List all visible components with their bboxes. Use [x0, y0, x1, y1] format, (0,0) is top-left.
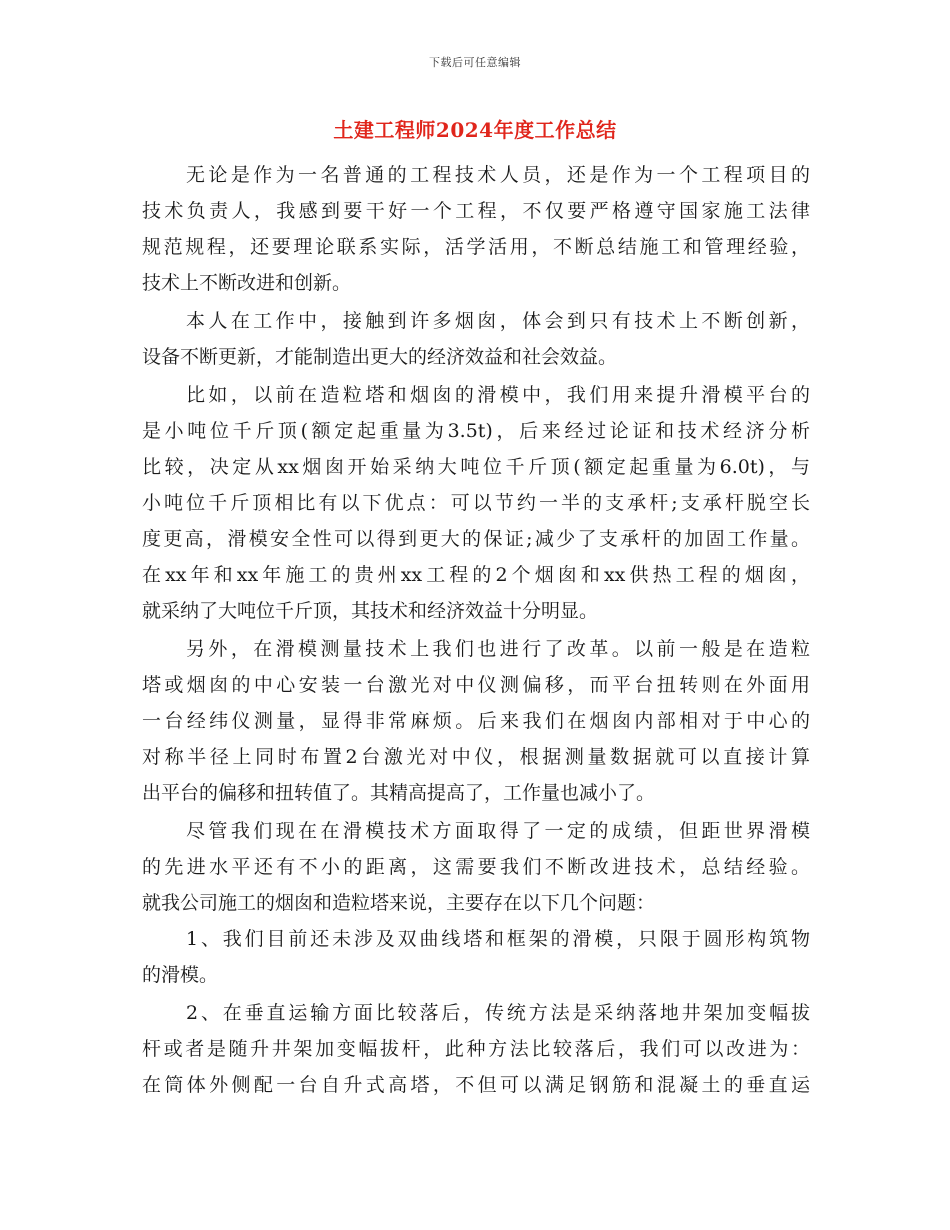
- page-header-note: 下载后可任意编辑: [429, 56, 521, 69]
- paragraph-line: 技术上不断改进和创新。: [142, 272, 352, 294]
- paragraph-line: 度更高，滑模安全性可以得到更大的保证;减少了支承杆的加固工作量。: [142, 528, 810, 550]
- document-title: 土建工程师2024年度工作总结: [333, 118, 617, 142]
- paragraph-line: 比如，以前在造粒塔和烟囱的滑模中，我们用来提升滑模平台的: [186, 384, 810, 406]
- paragraph-line: 就我公司施工的烟囱和造粒塔来说，主要存在以下几个问题：: [142, 892, 656, 914]
- paragraph-line: 的滑模。: [142, 964, 219, 986]
- paragraph-line: 在筒体外侧配一台自升式高塔，不但可以满足钢筋和混凝土的垂直运: [142, 1074, 810, 1096]
- document-body: [142, 157, 810, 1103]
- paragraph-line: 技术负责人，我感到要干好一个工程，不仅要严格遵守国家施工法律: [142, 200, 810, 222]
- paragraph-line: 小吨位千斤顶相比有以下优点：可以节约一半的支承杆;支承杆脱空长: [142, 492, 810, 514]
- paragraph-line: 对称半径上同时布置2台激光对中仪，根据测量数据就可以直接计算: [142, 746, 810, 768]
- paragraph-line: 出平台的偏移和扭转值了。其精高提高了，工作量也减小了。: [142, 782, 656, 804]
- paragraph-line: 设备不断更新，才能制造出更大的经济效益和社会效益。: [142, 346, 618, 368]
- paragraph-line: 2、在垂直运输方面比较落后，传统方法是采纳落地井架加变幅拔: [186, 1002, 810, 1024]
- paragraph-line: 另外，在滑模测量技术上我们也进行了改革。以前一般是在造粒: [186, 638, 810, 660]
- paragraph-line: 杆或者是随升井架加变幅拔杆，此种方法比较落后，我们可以改进为：: [142, 1038, 810, 1060]
- paragraph-line: 1、我们目前还未涉及双曲线塔和框架的滑模，只限于圆形构筑物: [186, 928, 810, 950]
- paragraph-line: 规范规程，还要理论联系实际，活学活用，不断总结施工和管理经验，: [142, 236, 810, 258]
- paragraph-line: 无论是作为一名普通的工程技术人员，还是作为一个工程项目的: [186, 164, 810, 186]
- paragraph-line: 的先进水平还有不小的距离，这需要我们不断改进技术，总结经验。: [142, 856, 810, 878]
- paragraph-line: 是小吨位千斤顶(额定起重量为3.5t)，后来经过论证和技术经济分析: [142, 420, 810, 442]
- paragraph-line: 塔或烟囱的中心安装一台激光对中仪测偏移，而平台扭转则在外面用: [142, 674, 810, 696]
- paragraph-line: 尽管我们现在在滑模技术方面取得了一定的成绩，但距世界滑模: [186, 820, 810, 842]
- paragraph-line: 比较，决定从xx烟囱开始采纳大吨位千斤顶(额定起重量为6.0t)，与: [142, 456, 810, 478]
- paragraph-line: 本人在工作中，接触到许多烟囱，体会到只有技术上不断创新，: [186, 310, 810, 332]
- paragraph-line: 就采纳了大吨位千斤顶，其技术和经济效益十分明显。: [142, 600, 599, 622]
- paragraph-line: 在xx年和xx年施工的贵州xx工程的2个烟囱和xx供热工程的烟囱，: [142, 564, 810, 586]
- paragraph-line: 一台经纬仪测量，显得非常麻烦。后来我们在烟囱内部相对于中心的: [142, 710, 810, 732]
